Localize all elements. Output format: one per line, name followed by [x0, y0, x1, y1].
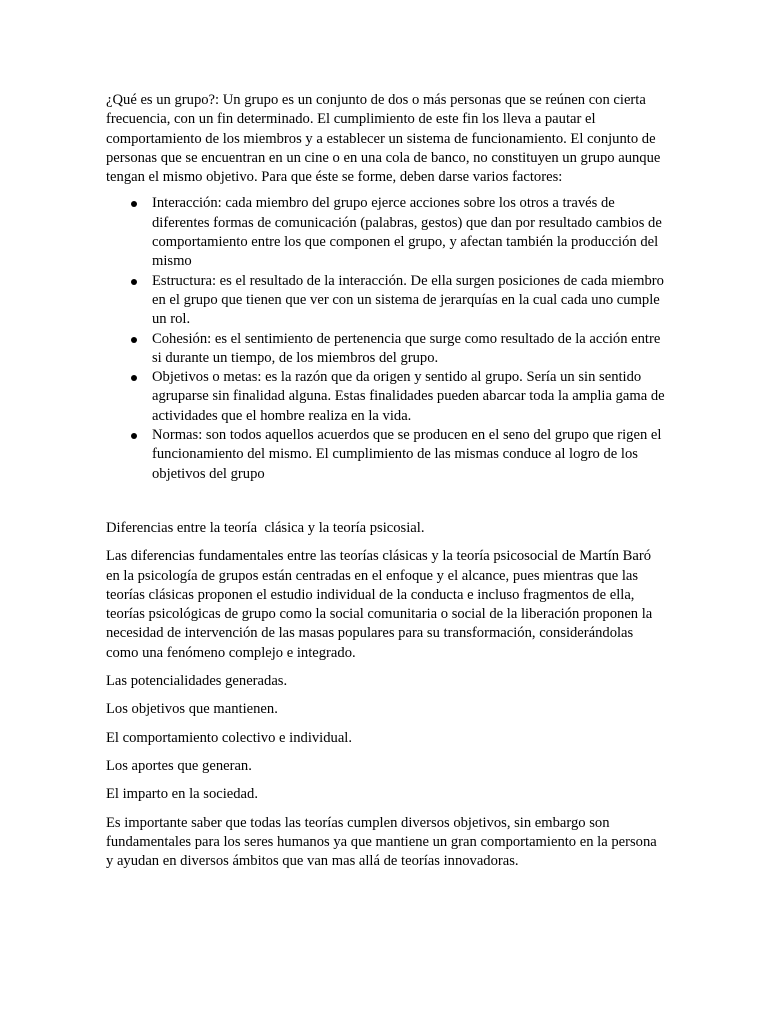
- factor-text: Interacción: cada miembro del grupo ejerce acciones sobre los otros a través de diferentes formas de comunicación (palabras, gestos) que dan por resultado cambios de comportamiento entre los que componen el grupo, y afectan también la producción del mismo: [152, 195, 662, 270]
- document-page: [106, 91, 666, 880]
- point-line: Los objetivos que mantienen.: [106, 701, 278, 718]
- point-line: El imparto en la sociedad.: [106, 786, 258, 803]
- point-line: Las potencialidades generadas.: [106, 673, 288, 690]
- point-line: El comportamiento colectivo e individual.: [106, 729, 352, 746]
- intro-paragraph: ¿Qué es un grupo?: Un grupo es un conjunto de dos o más personas que se reúnen con cierta frecuencia, con un fin determinado. El cumplimiento de este fin los lleva a pautar el comportamiento de los miembros y a establecer un sistema de funcionamiento. El conjunto de personas que se encuentran en un cine o en una cola de banco, no constituyen un grupo aunque tengan el mismo objetivo. Para que éste se forme, deben darse varios factores:: [106, 92, 661, 186]
- factor-item: [152, 194, 666, 271]
- factor-item: [152, 272, 666, 330]
- bullet-dot-icon: [131, 433, 137, 439]
- factor-item: [152, 426, 666, 484]
- section-body: Las diferencias fundamentales entre las teorías clásicas y la teoría psicosocial de Martín Baró en la psicología de grupos están centradas en el enfoque y el alcance, pues mientras que las teorías clásicas proponen el estudio individual de la conducta e incluso fragmentos de ella, teorías psicológicas de grupo como la social comunitaria o social de la liberación proponen la necesidad de intervención de las masas populares para su transformación, considerándolas como una fenómeno complejo e integrado.: [106, 548, 653, 661]
- section-spacer: [106, 484, 666, 519]
- conclusion-paragraph: Es importante saber que todas las teorías cumplen diversos objetivos, sin embargo son fundamentales para los seres humanos ya que mantiene un gran comportamiento en la persona y ayudan en diversos ámbitos que van mas allá de teorías innovadoras.: [106, 814, 657, 870]
- factor-item: [152, 330, 666, 369]
- bullet-dot-icon: [131, 375, 137, 381]
- factor-text: Estructura: es el resultado de la interacción. De ella surgen posiciones de cada miembro en el grupo que tienen que ver con un sistema de jerarquías en la cual cada uno cumple un rol.: [152, 272, 664, 328]
- bullet-dot-icon: [131, 279, 137, 285]
- bullet-dot-icon: [131, 201, 137, 207]
- section-heading: Diferencias entre la teoría clásica y la teoría psicosial.: [106, 519, 425, 536]
- factor-text: Cohesión: es el sentimiento de pertenencia que surge como resultado de la acción entre si durante un tiempo, de los miembros del grupo.: [152, 330, 661, 366]
- factors-list: [106, 194, 666, 483]
- factor-item: [152, 368, 666, 426]
- factor-text: Normas: son todos aquellos acuerdos que se producen en el seno del grupo que rigen el funcionamiento del mismo. El cumplimiento de las mismas conduce al logro de los objetivos del grupo: [152, 427, 662, 482]
- bullet-dot-icon: [131, 337, 137, 343]
- factor-text: Objetivos o metas: es la razón que da origen y sentido al grupo. Sería un sin sentido agruparse sin finalidad alguna. Estas finalidades pueden abarcar toda la amplia gama de actividades que el hombre realiza en la vida.: [152, 369, 665, 424]
- point-line: Los aportes que generan.: [106, 757, 252, 774]
